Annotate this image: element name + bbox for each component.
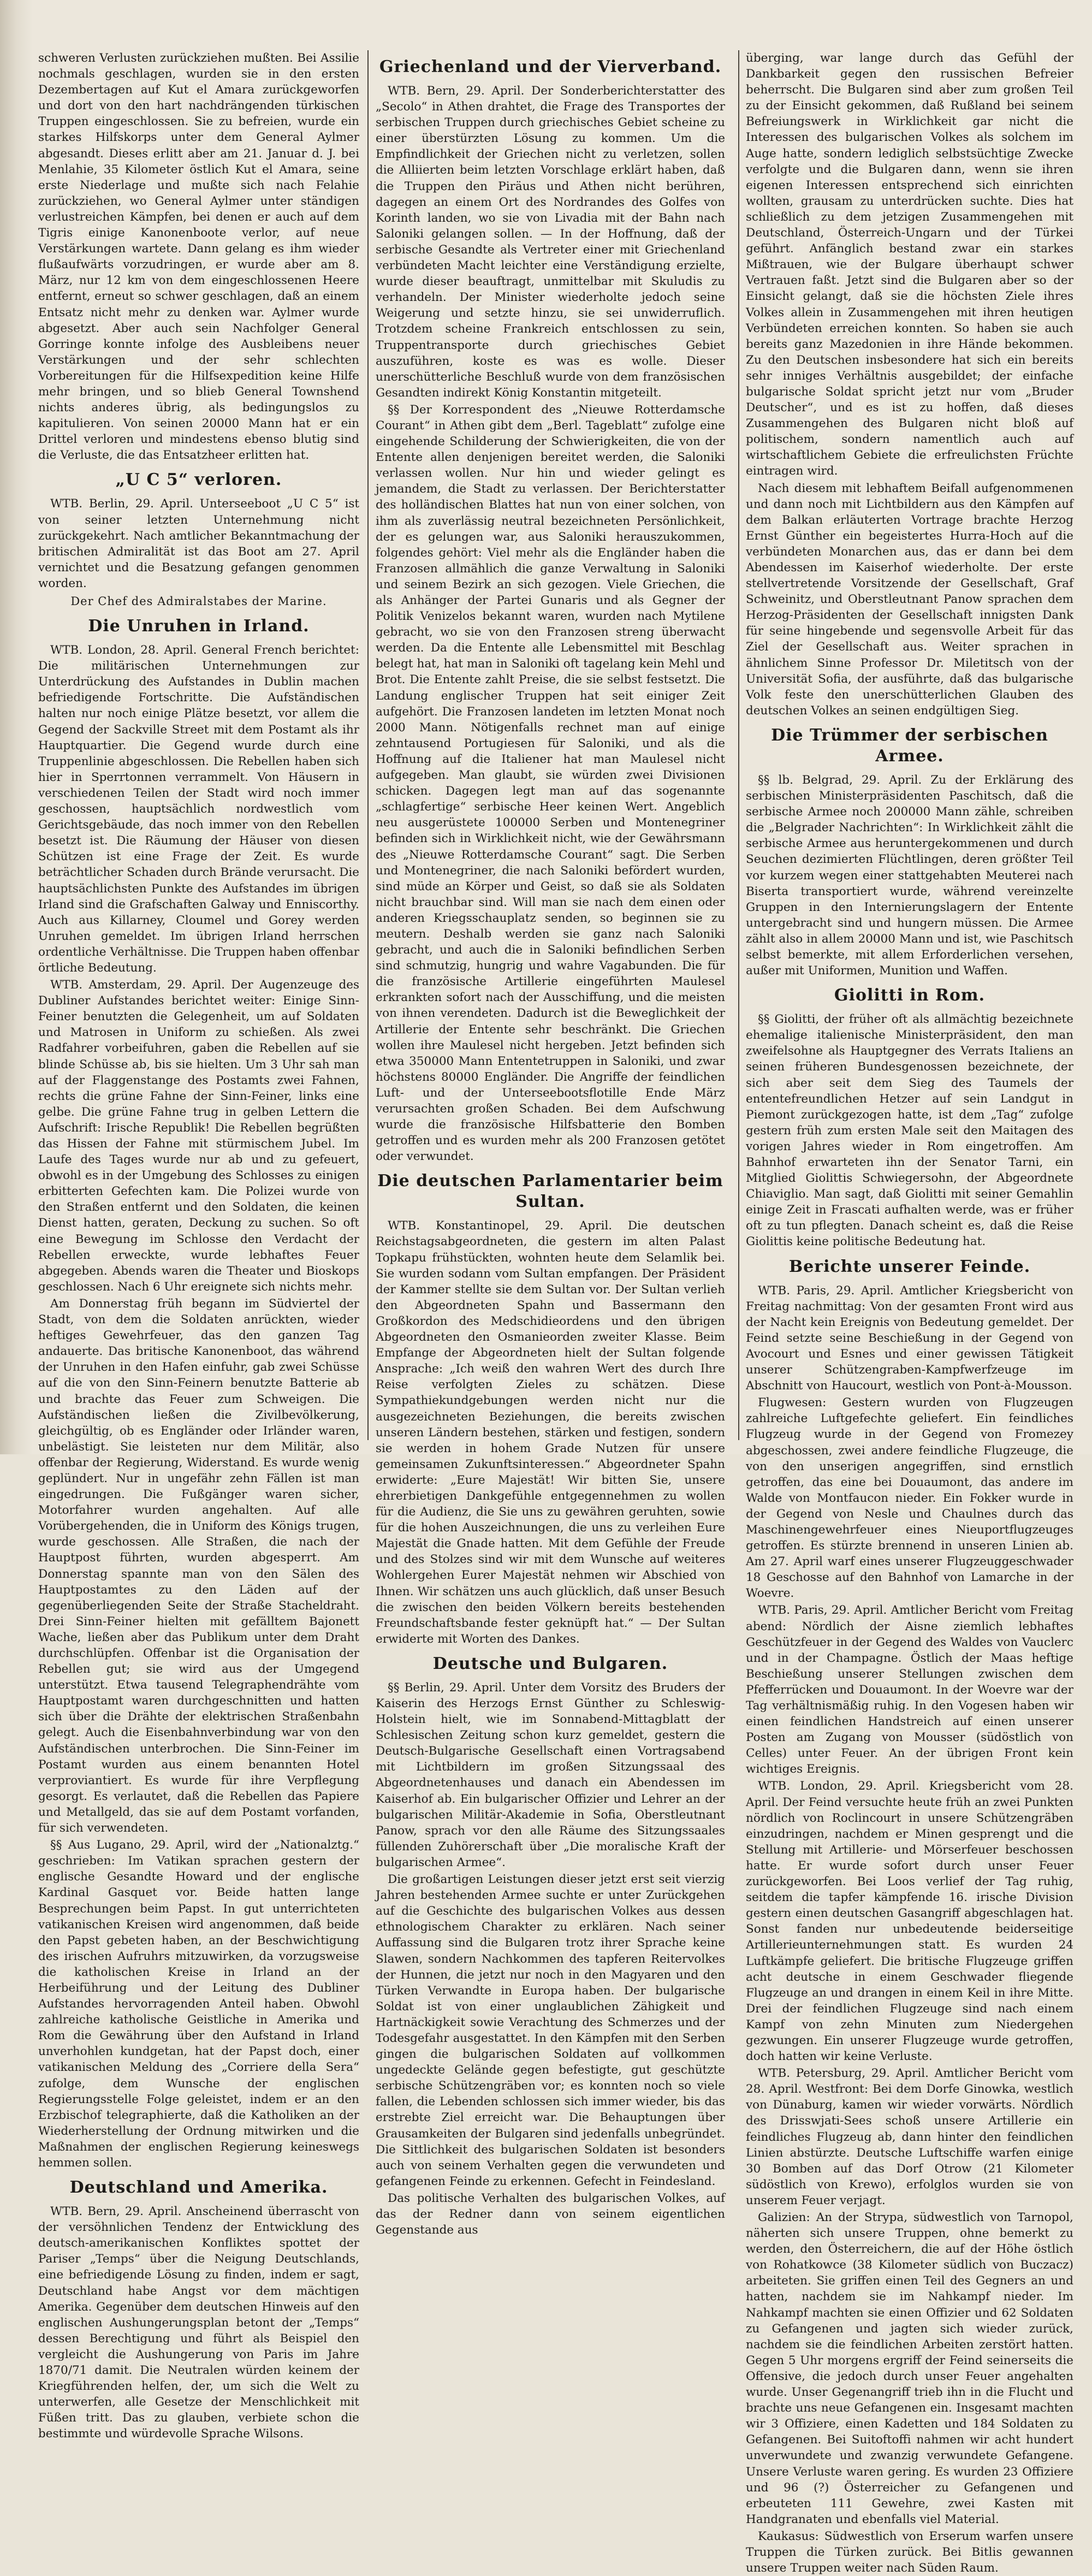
article-headline: Die deutschen Parlamentarier beim Sultan. xyxy=(377,1171,723,1212)
article-paragraph: Galizien: An der Strypa, südwestlich von Tarnopol, näherten sich unsere Truppen, ohne bemerkt zu werden, den Österreichern, die auf der Höhe östlich von Rohatkowce (38 Kilometer südlich von Buczacz) arbeiteten. Sie griffen einen Teil des Gegners an und hatten, nachdem sie im Nahkampf nieder. Im Nahkampf machten sie einen Offizier und 62 Soldaten zu Gefangenen und jagten sich wieder zurück, nachdem sie die feindlichen Arbeiten zerstört hatten. Gegen 5 Uhr morgens ergriff der Feind seinerseits die Offensive, die jedoch durch unser Feuer angehalten wurde. Unser Gegenangriff trieb ihn in die Flucht und brachte uns neue Gefangenen ein. Insgesamt machten wir 3 Offiziere, einen Kadetten und 184 Soldaten zu Gefangenen. Bei Suitoftoffi nahmen wir acht hundert unverwundete und zwanzig verwundete Gefangene. Unsere Verluste waren gering. Es wurden 23 Offiziere und 96 (?) Österreicher zu Gefangenen und erbeuteten 111 Gewehre, zwei Kasten mit Handgranaten und ebenfalls viel Material. xyxy=(746,2211,1073,2526)
article-paragraph: WTB. London, 29. April. Kriegsbericht vom 28. April. Der Feind versuchte heute früh an zwei Punkten nördlich von Roclincourt in unsere Schützengräben einzudringen, nachdem er Minen gesprengt und die Stellung mit Artillerie- und Mörserfeuer beschossen hatte. Er wurde sofort durch unser Feuer zurückgeworfen. Bei Loos verlief der Tag ruhig, seitdem die tapfer kämpfende 16. irische Division gestern einen deutschen Gasangriff abgeschlagen hat. Sonst fanden nur unbedeutende beiderseitige Artillerieunternehmungen statt. Es wurden 24 Luftkämpfe geliefert. Die britische Flugzeuge griffen acht deutsche in einem Geschwader fliegende Flugzeuge an und drangen in einem Keil in ihre Mitte. Drei der feindlichen Flugzeuge sind nach einem Kampf von zehn Minuten zum Niedergehen gezwungen. Ein unserer Flugzeuge wurde getroffen, doch hatten wir keine Verluste. xyxy=(746,1779,1073,2064)
page-binding-shadow xyxy=(0,0,33,1454)
article-paragraph: WTB. Konstantinopel, 29. April. Die deutschen Reichstagsabgeordneten, die gestern im alten Palast Topkapu frühstückten, wohnten heute dem Selamlik bei. Sie wurden sodann vom Sultan empfangen. Der Präsident der Kammer stellte sie dem Sultan vor. Der Sultan verlieh den Abgeordneten Spahn und Bassermann den Großkordon des Medschidieordens und den übrigen Abgeordneten den Osmanieorden zweiter Klasse. Beim Empfange der Abgeordneten hielt der Sultan folgende Ansprache: „Ich weiß den wahren Wert des durch Ihre Reise verfolgten Zieles zu schätzen. Diese Sympathiekundgebungen werden nicht nur die ausgezeichneten Beziehungen, die bereits zwischen unseren Ländern bestehen, stärken und festigen, sondern sie werden in hohem Grade Nutzen für unsere gemeinsamen Zukunftsinteressen.“ Abgeordneter Spahn erwiderte: „Eure Majestät! Wir bitten Sie, unsere ehrerbietigen Dankgefühle entgegennehmen zu wollen für die Audienz, die Sie uns zu gewähren geruhten, sowie für die hohen Auszeichnungen, die uns zu verleihen Eure Majestät die Gnade hatten. Mit dem Gefühle der Freude und des Stolzes sind wir mit dem Wunsche auf weiteres Wohlergehen Eurer Majestät nehmen wir Abschied von Ihnen. Wir schätzen uns auch glücklich, daß unser Besuch die zwischen den beiden Völkern bereits bestehenden Freundschaftsbande fester geknüpft hat.“ — Der Sultan erwiderte mit Worten des Dankes. xyxy=(376,1219,725,1646)
column-rule xyxy=(738,50,739,1440)
article-paragraph: §§ Aus Lugano, 29. April, wird der „Nationalztg.“ geschrieben: Im Vatikan sprachen gestern der englische Gesandte Howard und der englische Kardinal Gasquet vor. Beide hatten lange Besprechungen beim Papst. In gut unterrichteten vatikanischen Kreisen wird angenommen, daß beide den Papst gebeten haben, an der Beschwichtigung des irischen Aufruhrs mitzuwirken, da vorzugsweise die katholischen Kreise in Irland an der Herbeiführung und der Leitung des Dubliner Aufstandes hervorragenden Anteil haben. Obwohl zahlreiche katholische Geistliche in Amerika und Rom die Gewährung über den Aufstand in Irland unverhohlen kundgetan, hat der Papst doch, einer vatikanischen Meldung des „Corriere della Sera“ zufolge, dem Wunsche der englischen Regierungsstelle Folge geleistet, indem er an den Erzbischof telegraphierte, daß die Katholiken an der Wiederherstellung der Ordnung mitwirken und die Maßnahmen der englischen Regierung keineswegs hemmen sollen. xyxy=(38,1838,359,2170)
article-paragraph: WTB. Petersburg, 29. April. Amtlicher Bericht vom 28. April. Westfront: Bei dem Dorfe Ginowka, westlich von Dünaburg, kamen wir wieder vorwärts. Nördlich des Drisswjati-Sees schoß unsere Artillerie ein feindliches Flugzeug ab, dann hinter den feindlichen Linien abstürzte. Deutsche Luftschiffe warfen einige 30 Bomben auf das Dorf Otrow (21 Kilometer südöstlich von Krewo), erfolglos wurden sie von unserem Feuer verjagt. xyxy=(746,2066,1073,2207)
article-paragraph: §§ Der Korrespondent des „Nieuwe Rotterdamsche Courant“ in Athen gibt dem „Berl. Tageblatt“ zufolge eine eingehende Schilderung der Schwierigkeiten, die von der Entente allen denjenigen bereitet werden, die Saloniki verlassen wollen. Nur hin und wieder gelingt es jemandem, die Stadt zu verlassen. Der Berichterstatter des holländischen Blattes hat nun von einer solchen, von ihm als zuverlässig neutral bezeichneten Persönlichkeit, der es gelungen war, aus Saloniki herauszukommen, folgendes gehört: Viel mehr als die Engländer haben die Franzosen allmählich die ganze Verwaltung in Saloniki und seinem Bezirk an sich gezogen. Viele Griechen, die als Anhänger der Partei Gunaris und als Gegner der Politik Venizelos bekannt waren, wurden nach Mytilene gebracht, wo sie von den Franzosen streng überwacht werden. Da die Entente alle Lebensmittel mit Beschlag belegt hat, hat man in Saloniki oft tagelang kein Mehl und Brot. Die Entente zahlt Preise, die sie selbst festsetzt. Die Landung englischer Truppen hat seit einiger Zeit aufgehört. Die Franzosen landeten im letzten Monat noch 2000 Mann. Nötigenfalls rechnet man auf einige zehntausend Portugiesen für Saloniki, und als die Hoffnung auf die Italiener hat man Maulesel nicht aufgegeben. Man glaubt, sie würden zwei Divisionen schicken. Dagegen legt man auf das sogenannte „schlagfertige“ serbische Heer keinen Wert. Angeblich neu ausgerüstete 100000 Serben und Montenegriner befinden sich in Wirklichkeit nicht, wie der Gewährsmann des „Nieuwe Rotterdamsche Courant“ sagt. Die Serben und Montenegriner, die nach Saloniki befördert wurden, sind müde an Körper und Geist, so daß sie als Soldaten nicht brauchbar sind. Will man sie nach dem einen oder anderen Kriegsschauplatz senden, so beginnen sie zu meutern. Deshalb werden sie ganz nach Saloniki gebracht, und auch die in Saloniki befindlichen Serben sind schmutzig, hungrig und wahre Vagabunden. Die für die französische Artillerie eingeführten Maulesel erkrankten sofort nach der Ausschiffung, und die meisten von ihnen verendeten. Dadurch ist die Beweglichkeit der Artillerie der Entente sehr beschränkt. Die Griechen wollen ihre Maulesel nicht hergeben. Jetzt befinden sich etwa 350000 Mann Ententetruppen in Saloniki, und zwar höchstens 80000 Engländer. Die Angriffe der feindlichen Luft- und der Unterseebootsflotille Ende März verursachten großen Schaden. Bei dem Aufschwung wurde die französische Hilfsbatterie den Bomben getroffen und es wurden mehr als 200 Franzosen getötet oder verwundet. xyxy=(376,402,725,1164)
column-left xyxy=(38,50,359,2441)
article-headline: Giolitti in Rom. xyxy=(834,986,986,1005)
article-paragraph: Kaukasus: Südwestlich von Erserum warfen unsere Truppen die Türken zurück. Bei Bitlis gewannen unsere Truppen weiter nach Süden Raum. xyxy=(746,2529,1073,2575)
article-paragraph: Am Donnerstag früh begann im Südviertel der Stadt, von dem die Soldaten anrückten, wieder heftiges Gewehrfeuer, das den ganzen Tag andauerte. Das britische Kanonenboot, das während der Unruhen in den Hafen einfuhr, gab zwei Schüsse auf die von den Sinn-Feinern benutzte Batterie ab und brachte das Feuer zum Schweigen. Die Aufständischen ließen die Zivilbevölkerung, gleichgültig, ob es Engländer oder Irländer waren, unbelästigt. Sie leisteten nur dem Militär, also offenbar der Regierung, Widerstand. Es wurde wenig geplündert. Nur in ungefähr zehn Fällen ist man eingedrungen. Die Fußgänger waren sicher, Motorfahrer wurden angehalten. Auf alle Vorübergehenden, die in Uniform des Königs trugen, wurde geschossen. Alle Straßen, die nach der Hauptpost führten, wurden abgesperrt. Am Donnerstag spannte man von den Sälen des Hauptpostamtes zu den Läden auf der gegenüberliegenden Seite der Straße Stacheldraht. Drei Sinn-Feiner hielten mit gefälltem Bajonett Wache, ließen aber das Publikum unter dem Draht durchschlüpfen. Offenbar ist die Organisation der Rebellen gut; sie wird aus der Umgegend unterstützt. Etwa tausend Telegraphendrähte vom Hauptpostamt waren durchgeschnitten und hatten sich über die Drähte der elektrischen Straßenbahn gelegt. Auch die Eisenbahnverbindung war von den Aufständischen unterbrochen. Die Sinn-Feiner im Postamt wurden aus einem benannten Hotel verproviantiert. Es wurde für ihre Verpflegung gesorgt. Es verlautet, daß die Rebellen das Papiere und Metallgeld, das sie auf dem Postamt vorfanden, für sich verwendeten. xyxy=(38,1296,359,1835)
article-headline: Die Trümmer der serbischen Armee. xyxy=(771,725,1048,766)
article-headline: Berichte unserer Feinde. xyxy=(788,1257,1031,1276)
column-right xyxy=(746,50,1073,2575)
article-paragraph: schweren Verlusten zurückziehen mußten. Bei Assilie nochmals geschlagen, wurden sie in den ersten Dezembertagen auf Kut el Amara zurückgeworfen und dort von den hart nachdrängenden türkischen Truppen eingeschlossen. Sie zu befreien, wurde ein starkes Hilfskorps unter dem General Aylmer abgesandt. Dieses erlitt aber am 21. Januar d. J. bei Menlahie, 35 Kilometer östlich Kut el Amara, seine erste Niederlage und mußte sich nach Felahie zurückziehen, wo General Aylmer unter ständigen verlustreichen Kämpfen, bei denen er auch auf dem Tigris einige Kanonenboote verlor, auf neue Verstärkungen wartete. Dann gelang es ihm wieder flußaufwärts vorzudringen, er wurde aber am 8. März, nur 12 km von dem eingeschlossenen Heere entfernt, erneut so schwer geschlagen, daß an einem Entsatz nicht mehr zu denken war. Aylmer wurde abgesetzt. Aber auch sein Nachfolger General Gorringe konnte infolge des Ausbleibens neuer Verstärkungen und der sehr schlechten Vorbereitungen für die Hilfsexpedition keine Hilfe mehr bringen, und so blieb General Townshend nichts anderes übrig, als bedingungslos zu kapitulieren. Von seinen 20000 Mann hat er ein Drittel verloren und mindestens ebenso blutig sind die Verluste, die das Entsatzheer erlitten hat. xyxy=(38,51,359,463)
article-paragraph: §§ lb. Belgrad, 29. April. Zu der Erklärung des serbischen Ministerpräsidenten Paschitsch, daß die serbische Armee noch 200000 Mann zähle, schreiben die „Belgrader Nachrichten“: In Wirklichkeit zählt die serbische Armee aus heruntergekommenen und durch Seuchen dezimierten Flüchtlingen, deren größter Teil vor kurzem wegen einer stattgehabten Meuterei nach Biserta transportiert wurde, während vereinzelte Gruppen in den Internierungslagern der Entente untergebracht sind und hungern müssen. Die Armee zählt also in allem 20000 Mann und ist, wie Paschitsch selbst bemerkte, mit allem Erforderlichen versehen, außer mit Uniformen, Munition und Waffen. xyxy=(746,773,1073,978)
article-headline: Deutschland und Amerika. xyxy=(69,2178,328,2198)
article-headline: „U C 5“ verloren. xyxy=(115,470,282,490)
article-headline: Griechenland und der Vierverband. xyxy=(379,57,722,76)
article-signature: Der Chef des Admiralstabes der Marine. xyxy=(70,595,327,608)
article-paragraph: Flugwesen: Gestern wurden von Flugzeugen zahlreiche Luftgefechte geliefert. Ein feindliches Flugzeug wurde in der Gegend von Fromezey abgeschossen, zwei andere feindliche Flugzeuge, die von den unserigen angegriffen, sind ernstlich getroffen, das eine bei Douaumont, das andere im Walde von Montfaucon nieder. Ein Fokker wurde in der Gegend von Nesle und Chaulnes durch das Maschinengewehrfeuer eines Nieuportflugzeuges getroffen. Es stürzte brennend in unseren Linien ab. Am 27. April warf eines unserer Flugzeuggeschwader 18 Geschosse auf den Bahnhof von Lamarche in der Woevre. xyxy=(746,1396,1073,1601)
column-middle xyxy=(376,50,725,2237)
article-paragraph: WTB. Bern, 29. April. Anscheinend überrascht von der versöhnlichen Tendenz der Entwicklung des deutsch-amerikanischen Konfliktes spottet der Pariser „Temps“ über die Neigung Deutschlands, eine befriedigende Lösung zu finden, indem er sagt, Deutschland habe Angst vor dem mächtigen Amerika. Gegenüber dem deutschen Hinweis auf den englischen Aushungerungsplan betont der „Temps“ dessen Berechtigung und führt als Beispiel den vergleicht die Aushungerung von Paris im Jahre 1870/71 damit. Die Neutralen würden keinem der Kriegführenden helfen, der, um sich die Welt zu unterwerfen, alle Gesetze der Menschlichkeit mit Füßen tritt. Das zu glauben, verbiete schon die bestimmte und würdevolle Sprache Wilsons. xyxy=(38,2205,359,2441)
article-headline: Deutsche und Bulgaren. xyxy=(432,1654,668,1673)
article-paragraph: WTB. Berlin, 29. April. Unterseeboot „U C 5“ ist von seiner letzten Unternehmung nicht zurückgekehrt. Nach amtlicher Bekanntmachung der britischen Admiralität ist das Boot am 27. April vernichtet und die Besatzung gefangen genommen worden. xyxy=(38,497,359,590)
article-paragraph: WTB. Paris, 29. April. Amtlicher Bericht vom Freitag abend: Nördlich der Aisne ziemlich lebhaftes Geschützfeuer in der Gegend des Waldes von Vauclerc und in der Champagne. Östlich der Maas heftige Beschießung unserer Stellungen zwischen dem Pfefferrücken und Douaumont. In der Woevre war der Tag verhältnismäßig ruhig. In den Vogesen haben wir einen feindlichen Handstreich auf einen unserer Posten am Zugang von Mousser (südöstlich von Celles) unter Feuer. An der übrigen Front kein wichtiges Ereignis. xyxy=(746,1603,1073,1776)
article-paragraph: Die großartigen Leistungen dieser jetzt erst seit vierzig Jahren bestehenden Armee suchte er unter Zurückgehen auf die Geschichte des bulgarischen Volkes aus dessen ethnologischem Charakter zu erklären. Nach seiner Auffassung sind die Bulgaren trotz ihrer Sprache keine Slawen, sondern Nachkommen des tapferen Reitervolkes der Hunnen, die jetzt nur noch in den Magyaren und den Türken Verwandte in Europa haben. Der bulgarische Soldat ist von einer unglaublichen Zähigkeit und Hartnäckigkeit sowie Verachtung des Schmerzes und der Todesgefahr ausgestattet. In den Kämpfen mit den Serben gingen die bulgarischen Soldaten auf vollkommen ungedeckte Gelände gegen befestigte, gut geschützte serbische Schützengräben vor; es konnten noch so viele fallen, die Lebenden schlossen sich immer wieder, bis das erstrebte Ziel erreicht war. Die Behauptungen über Grausamkeiten der Bulgaren sind jedenfalls unbegründet. Die Sittlichkeit des bulgarischen Soldaten ist besonders auch von seinem Verhalten gegen die verwundeten und gefangenen Feinde zu erkennen. Gefecht in Feindesland. xyxy=(376,1873,725,2188)
article-paragraph: WTB. Amsterdam, 29. April. Der Augenzeuge des Dubliner Aufstandes berichtet weiter: Einige Sinn-Feiner benutzten die Gelegenheit, um auf Soldaten und Matrosen in Uniform zu schießen. Als zwei Radfahrer vorbeifuhren, gaben die Rebellen auf sie blinde Schüsse ab, bis sie hielten. Um 3 Uhr sah man auf der Flaggenstange des Postamts zwei Fahnen, rechts die grüne Fahne der Sinn-Feiner, links eine gelbe. Die grüne Fahne trug in gelben Lettern die Aufschrift: Irische Republik! Die Rebellen begrüßten das Hissen der Fahne mit stürmischem Jubel. Im Laufe des Tages wurde nur ab und zu gefeuert, obwohl es in der Umgebung des Schlosses zu einigen erbitterten Gefechten kam. Die Polizei wurde von den Straßen entfernt und den Soldaten, die keinen Dienst hatten, geraten, Deckung zu suchen. So oft eine Bewegung im Schlosse den Verdacht der Rebellen erweckte, wurde lebhaftes Feuer abgegeben. Abends waren die Theater und Bioskops geschlossen. Nach 6 Uhr ereignete sich nichts mehr. xyxy=(38,978,359,1294)
article-paragraph: WTB. London, 28. April. General French berichtet: Die militärischen Unternehmungen zur Unterdrückung des Aufstandes in Dublin machen befriedigende Fortschritte. Die Aufständischen halten nur noch einige Plätze besetzt, vor allem die Gegend der Sackville Street mit dem Postamt als ihr Hauptquartier. Die Gegend wurde durch eine Truppenlinie abgeschlossen. Die Rebellen haben sich hier in Sperrtonnen verrammelt. Von Häusern in verschiedenen Teilen der Stadt wird noch immer geschossen, hauptsächlich nordwestlich vom Gerichtsgebäude, das noch immer von den Rebellen besetzt ist. Die Räumung der Häuser von diesen Schützen ist eine Frage der Zeit. Es wurde beträchtlicher Schaden durch Brände verursacht. Die hauptsächlichsten Punkte des Aufstandes im übrigen Irland sind die Grafschaften Galway und Enniscorthy. Auch aus Killarney, Cloumel und Gorey werden Unruhen gemeldet. Im übrigen Irland herrschen ordentliche Verhältnisse. Die Truppen haben offenbar örtliche Bedeutung. xyxy=(38,643,359,975)
column-rule xyxy=(367,50,369,1440)
article-headline: Die Unruhen in Irland. xyxy=(88,617,310,636)
article-paragraph: §§ Berlin, 29. April. Unter dem Vorsitz des Bruders der Kaiserin des Herzogs Ernst Günther zu Schleswig-Holstein hielt, wie im Sonnabend-Mittagblatt der Schlesischen Zeitung schon kurz gemeldet, gestern die Deutsch-Bulgarische Gesellschaft einen Vortragsabend mit Lichtbildern im großen Sitzungssaal des Abgeordnetenhauses und danach ein Abendessen im Kaiserhof ab. Ein bulgarischer Offizier und Lehrer an der bulgarischen Militär-Akademie in Sofia, Oberstleutnant Panow, sprach vor den alle Räume des Sitzungssaales füllenden Zuhörerschaft über „Die moralische Kraft der bulgarischen Armee“. xyxy=(376,1680,725,1869)
article-paragraph: WTB. Bern, 29. April. Der Sonderberichterstatter des „Secolo“ in Athen drahtet, die Frage des Transportes der serbischen Truppen durch griechisches Gebiet scheine zu einer überstürzten Lösung zu kommen. Um die Empfindlichkeit der Griechen nicht zu verletzen, sollen die Alliierten beim letzten Vorschlage erklärt haben, daß die Truppen den Piräus und Athen nicht berühren, dagegen an einem Ort des Nordrandes des Golfes von Korinth landen, wo sie von Livadia mit der Bahn nach Saloniki gelangen sollen. — In der Hoffnung, daß der serbische Gesandte als Vertreter einer mit Griechenland verbündeten Macht leichter eine Verständigung erzielte, wurde dieser beauftragt, unmittelbar mit Skuludis zu verhandeln. Der Minister wiederholte jedoch seine Weigerung und setzte hinzu, sie sei unwiderruflich. Trotzdem scheine Frankreich entschlossen zu sein, Truppentransporte durch griechisches Gebiet auszuführen, koste es was es wolle. Dieser unerschütterliche Beschluß wurde von dem französischen Gesandten indirekt König Konstantin mitgeteilt. xyxy=(376,84,725,400)
article-paragraph: §§ Giolitti, der früher oft als allmächtig bezeichnete ehemalige italienische Ministerpräsident, den man zweifelsohne als Hauptgegner des Verrats Italiens an seinen früheren Bundesgenossen bezeichnete, der sich aber seit dem Sieg des Taumels der ententefreundlichen Hetzer auf sein Landgut in Piemont zurückgezogen hatte, ist dem „Tag“ zufolge gestern früh zum ersten Male seit den Maitagen des vorigen Jahres wieder in Rom eingetroffen. Am Bahnhof erwarteten ihn der Senator Tarni, ein Mitglied Giolittis Schwiegersohn, der Abgeordnete Chiaviglio. Man sagt, daß Giolitti mit seiner Gemahlin einige Zeit in Frascati aufhalten werde, was er früher oft zu tun pflegten. Danach scheint es, daß die Reise Giolittis keine politische Bedeutung hat. xyxy=(746,1012,1073,1249)
article-paragraph: Nach diesem mit lebhaftem Beifall aufgenommenen und dann noch mit Lichtbildern aus den Kämpfen auf dem Balkan erläuterten Vortrage brachte Herzog Ernst Günther ein begeistertes Hurra-Hoch auf die verbündeten Monarchen aus, das er dann bei dem Abendessen im Kaiserhof wiederholte. Der erste stellvertretende Vorsitzende der Gesellschaft, Graf Schweinitz, und Oberstleutnant Panow sprachen dem Herzog-Präsidenten der Gesellschaft innigsten Dank für seine hingebende und segensvolle Arbeit für das Ziel der Gesellschaft aus. Weiter sprachen in ähnlichem Sinne Professor Dr. Miletitsch von der Universität Sofia, der ausführte, daß das bulgarische Volk feste den unerschütterlichen Glauben des deutschen Volkes an seinen endgültigen Sieg. xyxy=(746,481,1073,718)
article-paragraph: WTB. Paris, 29. April. Amtlicher Kriegsbericht von Freitag nachmittag: Von der gesamten Front wird aus der Nacht kein Ereignis von Bedeutung gemeldet. Der Feind setzte seine Beschießung in der Gegend von Avocourt und Esnes und einer gewissen Tätigkeit unserer Schützengraben-Kampfwerfzeuge im Abschnitt von Haucourt, westlich von Pont-à-Mousson. xyxy=(746,1283,1073,1393)
article-paragraph: Das politische Verhalten des bulgarischen Volkes, auf das der Redner dann von seinem eigentlichen Gegenstande aus xyxy=(376,2191,725,2237)
article-paragraph: überging, war lange durch das Gefühl der Dankbarkeit gegen den russischen Befreier beherrscht. Die Bulgaren sind aber zum großen Teil zu der Einsicht gekommen, daß Rußland bei seinem Befreiungswerk in Wirklichkeit gar nicht die Interessen des bulgarischen Volkes als solchem im Auge hatte, sondern lediglich selbstsüchtige Zwecke verfolgte und die Bulgaren dann, wenn sie ihren eigenen Interessen entsprechend sich einrichten wollten, grausam zu unterdrücken suchte. Dies hat schließlich zu dem jetzigen Zusammengehen mit Deutschland, Österreich-Ungarn und der Türkei geführt. Anfänglich bestand zwar ein starkes Mißtrauen, wie der Bulgare überhaupt schwer Vertrauen faßt. Jetzt sind die Bulgaren aber so der Einsicht gelangt, daß sie die höchsten Ziele ihres Volkes allein in Zusammengehen mit ihren heutigen Verbündeten erreichen konnten. So haben sie auch bereits ganz Mazedonien in ihre Hände bekommen. Zu den Deutschen insbesondere hat sich ein bereits sehr inniges Verhältnis ausgebildet; der einfache bulgarische Soldat spricht jetzt nur vom „Bruder Deutscher“, und es ist zu hoffen, daß dieses Zusammengehen des Bulgaren nicht bloß auf politischem, sondern namentlich auch auf wirtschaftlichem Gebiete die erfreulichsten Früchte eintragen wird. xyxy=(746,51,1073,478)
